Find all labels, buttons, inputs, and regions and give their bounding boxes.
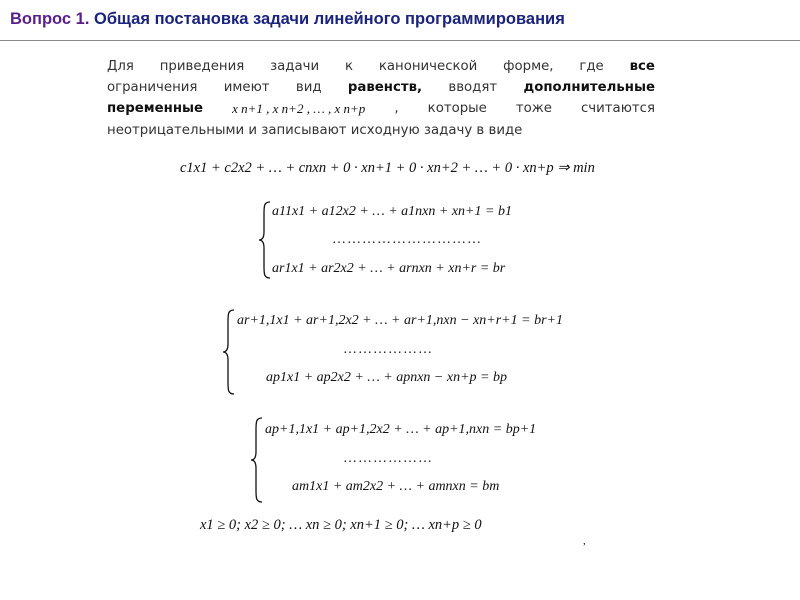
system-3-brace xyxy=(250,416,264,504)
word: , xyxy=(394,101,399,116)
question-title: Общая постановка задачи линейного программирования xyxy=(94,10,565,28)
nonnegativity-constraints: x1 ≥ 0; x2 ≥ 0; … xn ≥ 0; xn+1 ≥ 0; … xn+p ≥ 0 xyxy=(200,517,482,533)
paragraph-line-2 xyxy=(107,80,655,95)
word-bold: все xyxy=(629,59,655,74)
word: вводят xyxy=(448,80,498,95)
paragraph-line-4: неотрицательными и записывают исходную задачу в виде xyxy=(107,123,523,138)
slide-title xyxy=(10,10,565,29)
slide-header xyxy=(0,0,800,40)
word: к xyxy=(344,59,353,74)
word: вид xyxy=(295,80,322,95)
system-3-last-equation: am1x1 + am2x2 + … + amnxn = bm xyxy=(292,479,500,494)
word: канонической xyxy=(378,59,478,74)
system-1-last-equation: ar1x1 + ar2x2 + … + arnxn + xn+r = br xyxy=(272,261,506,276)
word-bold: дополнительные xyxy=(523,80,655,95)
word: задачи xyxy=(270,59,320,74)
trailing-comma: , xyxy=(583,535,586,547)
system-3-first-equation: ap+1,1x1 + ap+1,2x2 + … + ap+1,nxn = bp+1 xyxy=(265,422,537,437)
paragraph-line-1 xyxy=(107,59,655,74)
system-2-brace xyxy=(222,308,236,396)
extra-variables: x n+1 , x n+2 , … , x n+p xyxy=(232,101,366,116)
word: Для xyxy=(107,59,134,74)
paragraph-line-3 xyxy=(107,101,655,117)
system-1-ellipsis: ………………………… xyxy=(332,232,482,247)
header-divider xyxy=(0,40,800,41)
word-bold: равенств, xyxy=(347,80,423,95)
word: где xyxy=(579,59,604,74)
objective-function: c1x1 + c2x2 + … + cnxn + 0 · xn+1 + 0 · xn+2 + … + 0 · xn+p ⇒ min xyxy=(180,160,595,176)
system-1-brace xyxy=(258,200,272,280)
word: считаются xyxy=(581,101,655,116)
question-number: Вопрос 1. xyxy=(10,10,90,28)
word-bold: переменные xyxy=(107,101,204,116)
word: приведения xyxy=(159,59,245,74)
system-3-ellipsis: ……………… xyxy=(343,451,433,466)
word: имеют xyxy=(223,80,270,95)
word: тоже xyxy=(515,101,552,116)
system-2-last-equation: ap1x1 + ap2x2 + … + apnxn − xn+p = bp xyxy=(266,370,507,385)
system-2-first-equation: ar+1,1x1 + ar+1,2x2 + … + ar+1,nxn − xn+r+1 = br+1 xyxy=(237,313,563,328)
word: форме, xyxy=(503,59,554,74)
word: ограничения xyxy=(107,80,198,95)
system-2-ellipsis: ……………… xyxy=(343,342,433,357)
system-1-first-equation: a11x1 + a12x2 + … + a1nxn + xn+1 = b1 xyxy=(272,204,512,219)
word: которые xyxy=(427,101,487,116)
